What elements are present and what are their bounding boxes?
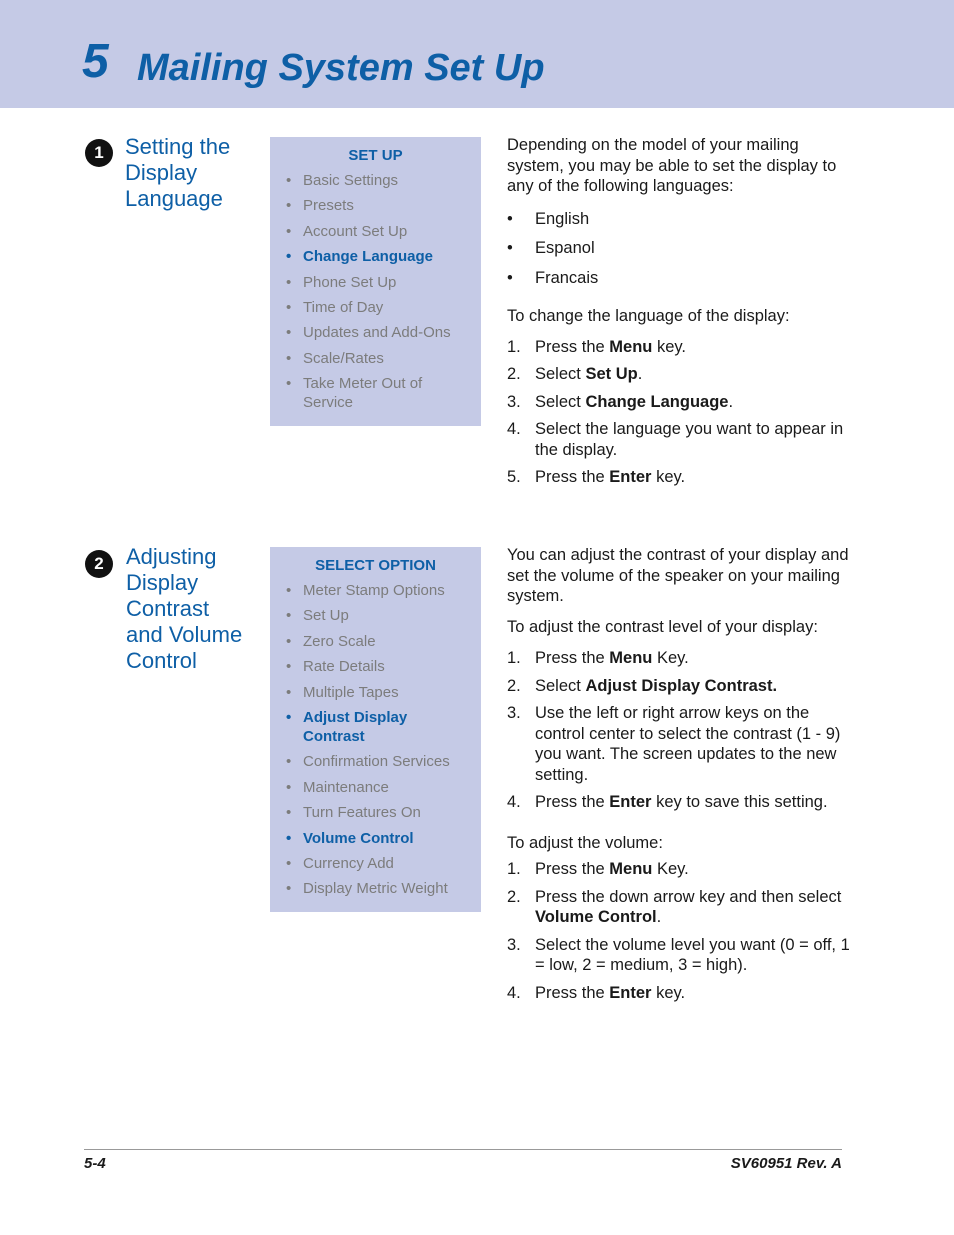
step-text: key. <box>651 983 686 1002</box>
menu-item: • Presets <box>286 196 471 215</box>
step-key: Menu <box>609 860 653 878</box>
menu-box-select-option <box>270 547 481 912</box>
menu-item: • Maintenance <box>286 778 471 797</box>
step-item <box>507 337 852 358</box>
step-number: 4. <box>507 793 521 811</box>
heading-line: Display <box>125 160 198 185</box>
heading-line: Setting the <box>125 134 231 159</box>
footer-divider <box>84 1149 842 1150</box>
step-number: 3. <box>507 704 521 722</box>
step-key: Adjust Display Contrast. <box>585 676 778 695</box>
step-text: Press the <box>535 468 610 486</box>
step-item <box>507 392 852 413</box>
step-text: Select <box>535 676 586 695</box>
paragraph: To change the language of the display: <box>507 307 790 325</box>
menu-box-set-up <box>270 137 481 426</box>
step-text: . <box>637 365 643 383</box>
step-text: Key. <box>652 860 689 878</box>
step-text: Press the <box>535 793 610 811</box>
step-text: key. <box>651 468 686 486</box>
step-number: 3. <box>507 935 521 954</box>
language-list <box>507 209 852 289</box>
step-key: Change Language <box>585 392 729 411</box>
menu-item-active: • Change Language <box>286 247 471 266</box>
page-number: 5-4 <box>84 1155 106 1172</box>
document-id: SV60951 Rev. A <box>730 1155 842 1172</box>
step-key: Enter <box>609 468 652 486</box>
menu-item: • Display Metric Weight <box>286 879 471 898</box>
step-number: 2. <box>507 365 521 383</box>
menu-item: • Set Up <box>286 606 471 625</box>
step-text: key to save this setting. <box>651 793 828 811</box>
section1-body <box>507 135 852 488</box>
chapter-number: 5 <box>82 35 109 88</box>
language-item: • Espanol <box>507 238 852 259</box>
step-text: Select <box>535 392 586 411</box>
step-item <box>507 859 852 880</box>
paragraph: To adjust the contrast level of your display: <box>507 617 818 636</box>
chapter-title: Mailing System Set Up <box>137 47 545 89</box>
contrast-steps-list <box>507 648 852 813</box>
step-number: 2. <box>507 887 521 906</box>
step-badge-1: 1 <box>85 139 113 167</box>
step-key: Enter <box>609 983 652 1002</box>
step-text: Key. <box>652 649 689 667</box>
step-text: Select the language you want to appear in the display. <box>535 420 844 459</box>
heading-line: Language <box>125 186 223 211</box>
step-text: Use the left or right arrow keys on the control center to select the contrast (1 - 9) you want. The screen updates to the new setting. <box>535 704 841 784</box>
step-text: Press the <box>535 337 610 356</box>
heading-line: Display <box>126 570 199 595</box>
heading-line: Adjusting <box>126 544 217 569</box>
step-item <box>507 887 852 928</box>
step-item <box>507 935 852 976</box>
step-text: Select <box>535 365 586 383</box>
step-number: 4. <box>507 983 521 1002</box>
step-badge-2: 2 <box>85 550 113 578</box>
heading-line: Contrast <box>126 596 210 621</box>
step-key: Volume Control <box>535 908 657 926</box>
step-text: Press the <box>535 649 610 667</box>
step-number: 2. <box>507 676 521 695</box>
menu-item-active: • Volume Control <box>286 829 471 848</box>
chapter-header <box>0 0 954 108</box>
menu-title: SELECT OPTION <box>315 557 436 574</box>
step-number: 1. <box>507 649 521 667</box>
menu-item: • Time of Day <box>286 298 471 317</box>
step-number: 3. <box>507 392 521 411</box>
step-item <box>507 419 852 460</box>
menu-item: • Account Set Up <box>286 222 471 241</box>
step-item <box>507 792 852 813</box>
step-text: key. <box>652 337 687 356</box>
step-key: Enter <box>609 793 652 811</box>
menu-item: • Rate Details <box>286 657 471 676</box>
paragraph: To adjust the volume: <box>507 833 663 852</box>
menu-item: • Multiple Tapes <box>286 683 471 702</box>
menu-item: • Phone Set Up <box>286 273 471 292</box>
menu-item: • Updates and Add-Ons <box>286 323 471 342</box>
steps-list <box>507 337 852 488</box>
menu-item: • Scale/Rates <box>286 349 471 368</box>
step-number: 1. <box>507 860 521 878</box>
language-item: • Francais <box>507 268 852 289</box>
paragraph: You can adjust the contrast of your display and set the volume of the speaker on your mailing system. <box>507 546 849 605</box>
menu-item: • Confirmation Services <box>286 752 471 771</box>
section-heading-contrast-volume <box>126 544 242 674</box>
step-item <box>507 364 852 385</box>
step-text: Select the volume level you want (0 = off, 1 = low, 2 = medium, 3 = high). <box>535 935 850 974</box>
step-key: Menu <box>609 337 653 356</box>
step-number: 1. <box>507 337 521 356</box>
menu-title: SET UP <box>348 147 403 164</box>
menu-item-active: • Adjust Display Contrast <box>286 708 471 746</box>
step-text: . <box>656 908 662 926</box>
menu-item: • Meter Stamp Options <box>286 581 471 600</box>
step-number: 4. <box>507 420 521 438</box>
menu-item: • Take Meter Out of Service <box>286 374 471 412</box>
step-number: 5. <box>507 468 521 486</box>
step-item <box>507 983 852 1004</box>
section-heading-language <box>125 134 230 212</box>
step-text: Press the <box>535 983 610 1002</box>
volume-steps-list <box>507 859 852 1003</box>
step-key: Menu <box>609 649 653 667</box>
language-item: • English <box>507 209 852 230</box>
menu-item: • Zero Scale <box>286 632 471 651</box>
step-text: . <box>728 392 734 411</box>
menu-list <box>270 171 481 412</box>
step-item <box>507 467 852 488</box>
heading-line: Control <box>126 648 197 673</box>
menu-list <box>270 581 481 898</box>
paragraph: Depending on the model of your mailing system, you may be able to set the display to any of the following languages: <box>507 136 837 195</box>
menu-item: • Turn Features On <box>286 803 471 822</box>
heading-line: and Volume <box>126 622 243 647</box>
menu-item: • Currency Add <box>286 854 471 873</box>
step-item <box>507 648 852 669</box>
step-text: Press the down arrow key and then select <box>535 887 842 906</box>
step-item <box>507 676 852 697</box>
step-text: Press the <box>535 860 610 878</box>
step-item <box>507 703 852 785</box>
step-key: Set Up <box>585 365 638 383</box>
section2-body <box>507 545 852 1003</box>
menu-item: • Basic Settings <box>286 171 471 190</box>
